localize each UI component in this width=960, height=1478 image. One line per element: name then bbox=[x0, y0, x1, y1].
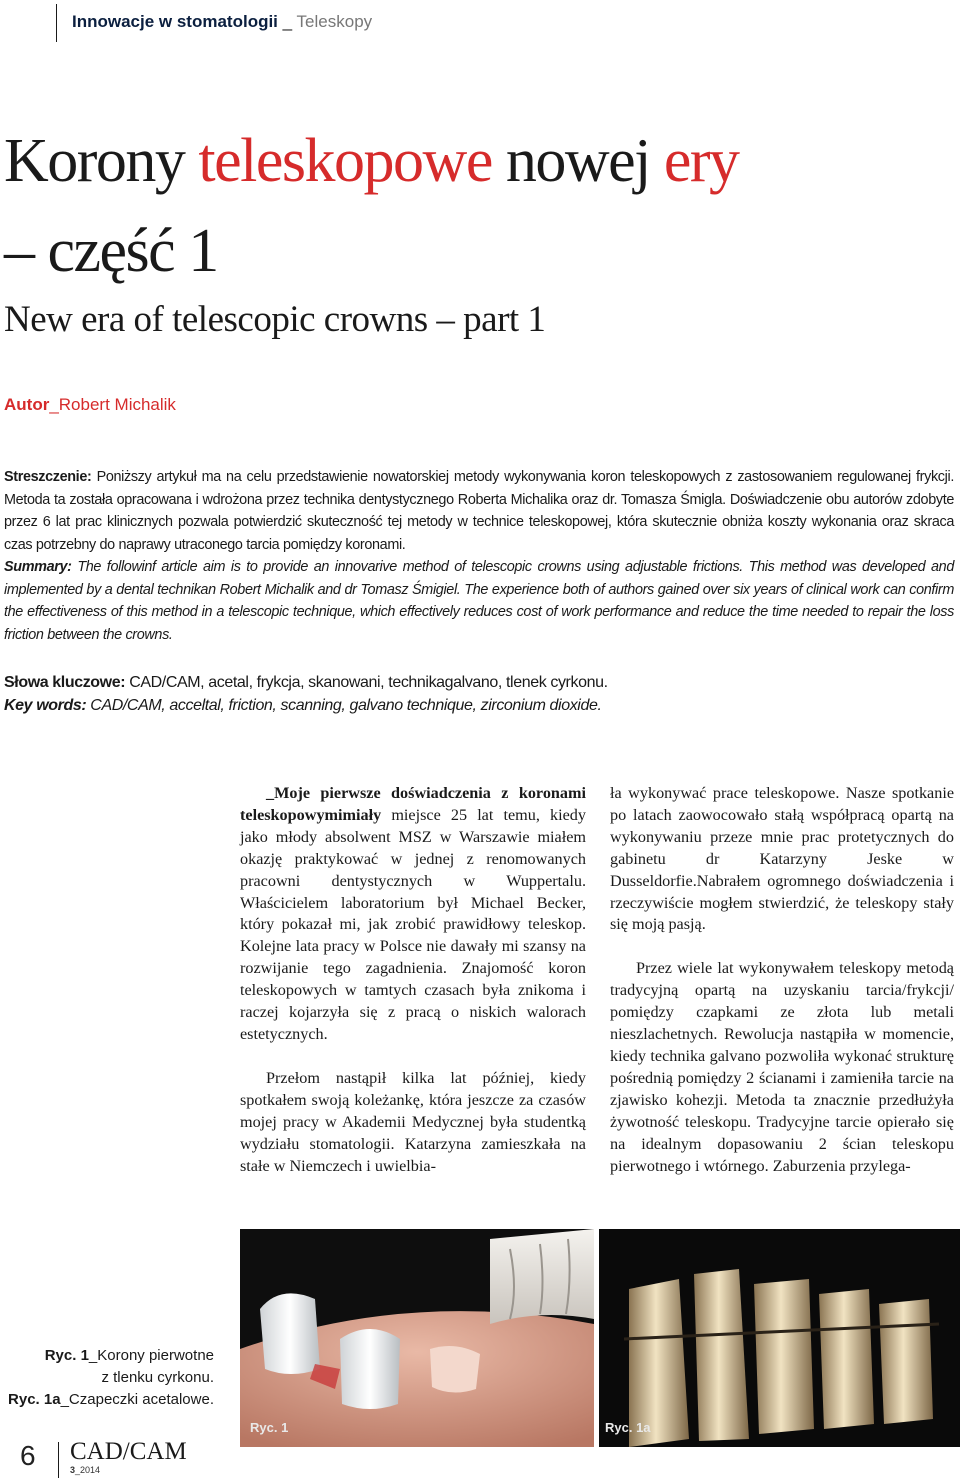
abstract-pl bbox=[4, 466, 954, 556]
header-divider bbox=[56, 4, 57, 42]
caption-fig1-text-2: z tlenku cyrkonu. bbox=[101, 1369, 214, 1386]
author-label: Autor bbox=[4, 395, 50, 414]
title-word-3: nowej bbox=[505, 127, 650, 195]
figure-1-label: Ryc. 1 bbox=[250, 1420, 289, 1435]
body-paragraph bbox=[240, 783, 586, 1046]
header-section: Innowacje w stomatologii bbox=[72, 12, 278, 31]
subtitle: New era of telescopic crowns – part 1 bbox=[4, 299, 546, 340]
body-column-2 bbox=[610, 783, 954, 1177]
figure-1a-label: Ryc. 1a bbox=[605, 1420, 651, 1435]
title-word-4: ery bbox=[663, 127, 739, 195]
caption-fig1a-text: _Czapeczki acetalowe. bbox=[60, 1391, 214, 1408]
figure-1-illustration bbox=[240, 1229, 594, 1447]
figure-1a-illustration bbox=[599, 1229, 960, 1447]
keywords-en-label: Key words: bbox=[4, 696, 87, 714]
keywords-en bbox=[4, 695, 954, 718]
figure-1-photo bbox=[240, 1229, 594, 1447]
title-word-1: Korony bbox=[4, 127, 185, 195]
body-paragraph: Przełom nastąpił kilka lat później, kiedy spotkałem swoją koleżankę, która jeszcze za czasów mojej pracy w Akademii Medycznej była studentką wydziału stomatologii. Katarzyna zamieszkała na stałe w Niemczech i uwielbia- bbox=[240, 1068, 586, 1175]
abstract-pl-text: Poniższy artykuł ma na celu przedstawienie nowatorskiej metody wykonywania koron teleskopowych z zastosowaniem regulowanej frykcji. Metoda ta została opracowana i wdrożona przez technika dentystycznego Roberta Michalika oraz dr. Tomasza Śmigla. Doświadczenie obu autorów zdobyte przez 6 lat prac klinicznych pozwala potwierdzić skuteczność tej metody w technice teleskopowej, która skutecznie obniża koszty wykonania oraz skraca czas potrzebny do naprawy utraconego tarcia pomiędzy koronami. bbox=[4, 469, 954, 553]
abstract-en-text: The followinf article aim is to provide an innovarive method of telescopic crowns using adjustable frictions. This method was developed and implemented by a dental technikan Robert Michalik and dr Tomasz Śmigiel. The experience both of authors gained over six years of clinical work can confirm the effectiveness of this method in a telescopic technique, which effectively reduces cost of work performance and reduce the time needed to repair the loss friction between the crowns. bbox=[4, 559, 954, 643]
caption-fig1-text: _Korony pierwotne bbox=[88, 1347, 214, 1364]
figure-caption bbox=[4, 1345, 214, 1411]
abstract-en-label: Summary: bbox=[4, 559, 72, 575]
header-separator: _ bbox=[282, 12, 293, 31]
body-paragraph: ła wykonywać prace teleskopowe. Nasze spotkanie po latach zaowocowało stałą współpracą opartą na wykonywaniu przeze mnie prac protetycznych do gabinetu dr Katarzyny Jeske w Dusseldorfie.Nabrałem ogromnego doświadczenia i rzeczywiście mogłem stwierdzić, że teleskopy stały się moją pasją. bbox=[610, 784, 954, 934]
keywords-pl-text: CAD/CAM, acetal, frykcja, skanowani, technikagalvano, tlenek cyrkonu. bbox=[129, 674, 608, 691]
footer-divider bbox=[58, 1442, 59, 1478]
page-number: 6 bbox=[20, 1440, 36, 1471]
running-header bbox=[72, 12, 372, 32]
keywords-pl-label: Słowa kluczowe: bbox=[4, 674, 126, 691]
header-topic: Teleskopy bbox=[296, 12, 373, 31]
paragraph-text: miejsce 25 lat temu, kiedy jako młody absolwent MSZ w Warszawie miałem okazję praktykować w jednej z renomowanych pracowni dentystycznych w Wuppertalu. Właścicielem laboratorium był Michael Becker, który pokazał mi, jak zrobić prawidłowy teleskop. Kolejne lata pracy w Polsce nie dawały mi szansy na rozwijanie tego zagadnienia. Znajomość koron teleskopowych w tamtych czasach była znikoma i raczej kojarzyła się z pracą o niskich walorach estetycznych. bbox=[240, 805, 586, 1043]
magazine-brand: CAD/CAM bbox=[70, 1438, 187, 1465]
body-paragraph: Przez wiele lat wykonywałem teleskopy metodą tradycyjną opartą na uzyskaniu tarcia/frykcji/ pomiędzy czapkami ze złota lub metali nieszlachetnych. Rewolucja nastąpiła w momencie, kiedy technika galvano pozwoliła wykonać strukturę pośrednią pomiędzy 2 ścianami i zamieniła tarcie na zjawisko kohezji. Metoda ta znacznie przedłużyła żywotność teleskopu. Tradycyjne tarcie opierało się na idealnym dopasowaniu 2 ścian teleskopu pierwotnego i wtórnego. Zaburzenia przylega- bbox=[610, 959, 954, 1175]
caption-fig1a-label: Ryc. 1a bbox=[8, 1391, 61, 1408]
figure-1a-photo bbox=[599, 1229, 960, 1447]
issue-info bbox=[70, 1465, 100, 1475]
caption-fig1-label: Ryc. 1 bbox=[44, 1347, 89, 1364]
body-column-1 bbox=[240, 783, 586, 1177]
abstract bbox=[4, 466, 954, 646]
issue-year: _2014 bbox=[75, 1465, 101, 1475]
keywords-en-text: CAD/CAM, acceltal, friction, scanning, galvano technique, zirconium dioxide. bbox=[90, 696, 602, 714]
author-line bbox=[4, 395, 176, 415]
lead-in: _Moje pierwsze doświadczenia z koronami teleskopowymimiały bbox=[240, 784, 586, 824]
title-line-2: – część 1 bbox=[4, 217, 218, 285]
author-name: _Robert Michalik bbox=[49, 395, 176, 414]
keywords-pl bbox=[4, 672, 954, 695]
issue-number: 3 bbox=[70, 1465, 76, 1475]
title-word-2: teleskopowe bbox=[198, 127, 492, 195]
page-title bbox=[4, 116, 739, 296]
abstract-en bbox=[4, 556, 954, 646]
abstract-pl-label: Streszczenie: bbox=[4, 469, 92, 485]
keywords bbox=[4, 672, 954, 717]
